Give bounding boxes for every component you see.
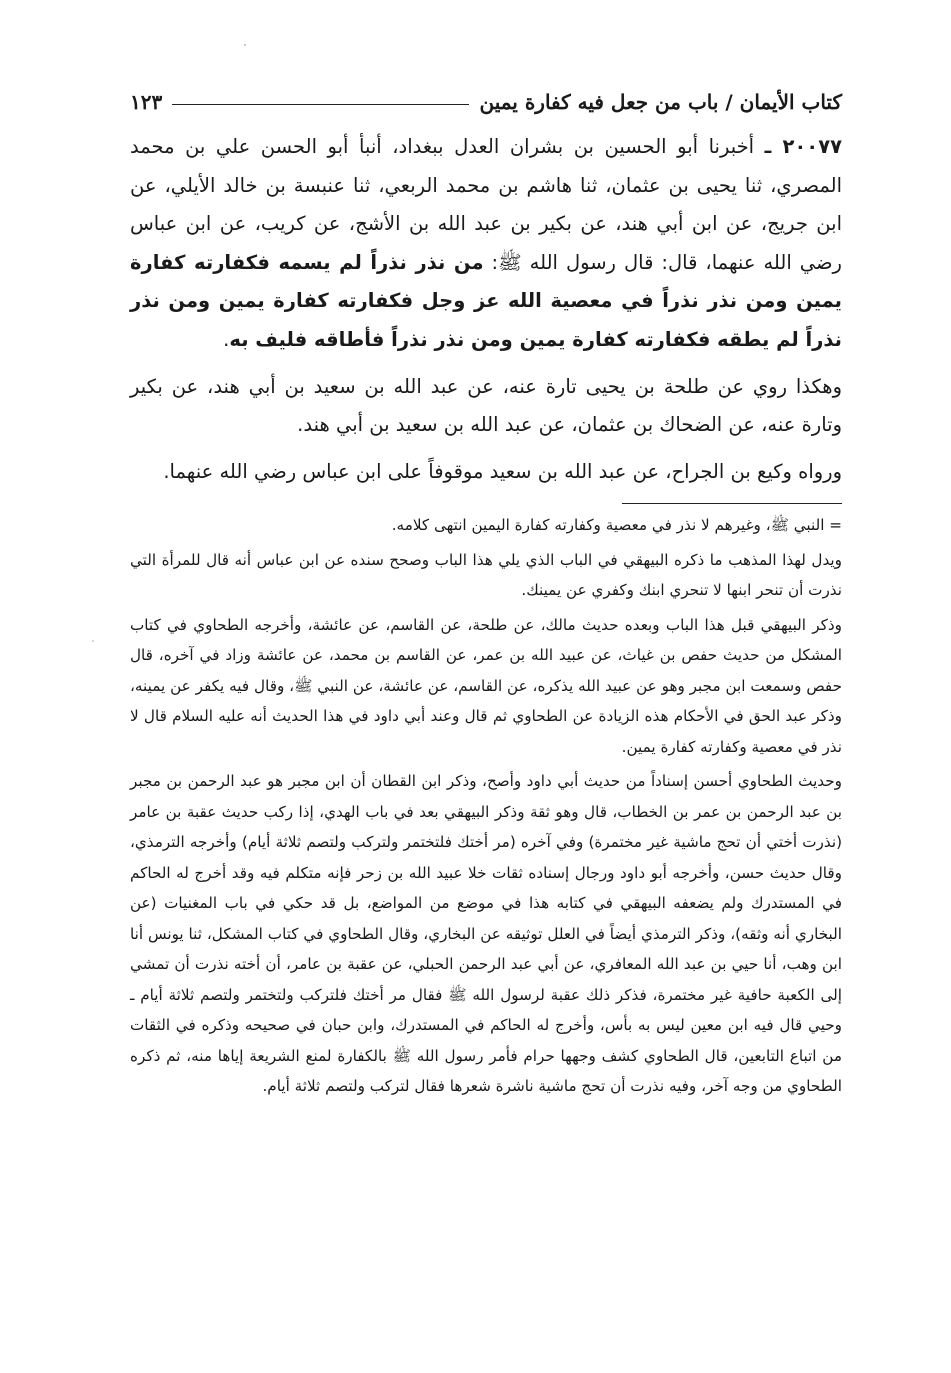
matn-text: من نذر نذراً لم يسمه فكفارته كفارة يمين ومن نذر نذراً في معصية الله عز وجل فكفارته كفارة يمين ومن نذر نذراً لم يطقه فكفارته كفارة يمين ومن نذر نذراً فأطاقه فليف به	[130, 250, 842, 351]
commentary-paragraph: ورواه وكيع بن الجراح، عن عبد الله بن سعيد موقوفاً على ابن عباس رضي الله عنهما.	[163, 459, 842, 483]
book-page	[130, 78, 842, 1106]
running-header	[130, 78, 842, 114]
footnote-separator	[622, 503, 842, 504]
matn-end: .	[223, 327, 230, 351]
hadith-number: ٢٠٠٧٧ ـ	[764, 135, 842, 158]
margin-speck	[92, 640, 94, 642]
footnote-paragraph: وذكر البيهقي قبل هذا الباب وبعده حديث مالك، عن طلحة، عن القاسم، عن عائشة، وأخرجه الطحاوي في كتاب المشكل من حديث حفص بن غياث، عن عبيد الله بن عمر، عن القاسم بن محمد، عن عائشة وزاد في آخره، قال حفص وسمعت ابن مجبر وهو عن عبيد الله يذكره، عن القاسم، عن عائشة، عن النبي ﷺ، وقال فيه يكفر عن يمينه، وذكر عبد الحق في الأحكام هذه الزيادة عن الطحاوي ثم قال وعند أبي داود في هذا الحديث أنه عليه السلام قال لا نذر في معصية وكفارته كفارة يمين.	[130, 615, 842, 756]
isnad-text: أخبرنا أبو الحسين بن بشران العدل ببغداد، أنبأ أبو الحسن علي بن محمد المصري، ثنا يحيى بن عثمان، ثنا هاشم بن محمد الربعي، ثنا عنبسة بن خالد الأيلي، عن ابن جريج، عن ابن أبي هند، عن بكير بن عبد الله بن الأشج، عن كريب، عن ابن عباس رضي الله عنهما، قال: قال رسول الله ﷺ:	[130, 135, 842, 274]
hadith-paragraph	[130, 128, 842, 360]
main-text	[130, 128, 842, 491]
footnote-paragraph: = النبي ﷺ، وغيرهم لا نذر في معصية وكفارته كفارة اليمين انتهى كلامه.	[391, 516, 842, 535]
margin-speck	[244, 44, 246, 46]
footnote-paragraph: ويدل لهذا المذهب ما ذكره البيهقي في الباب الذي يلي هذا الباب وصحح سنده عن ابن عباس أنه قال للمرأة التي نذرت أن تنحر ابنها لا تنحري ابنك وكفري عن يمينك.	[130, 550, 842, 600]
header-rule	[172, 104, 469, 105]
page-number: ١٢٣	[130, 90, 163, 114]
chapter-title: كتاب الأيمان / باب من جعل فيه كفارة يمين	[479, 90, 842, 114]
commentary-paragraph: وهكذا روي عن طلحة بن يحيى تارة عنه، عن عبد الله بن سعيد بن أبي هند، عن بكير وتارة عنه، عن الضحاك بن عثمان، عن عبد الله بن سعيد بن أبي هند.	[130, 374, 842, 437]
footnote-paragraph: وحديث الطحاوي أحسن إسناداً من حديث أبي داود وأصح، وذكر ابن القطان أن ابن مجبر هو عبد الرحمن بن مجبر بن عبد الرحمن بن عمر بن الخطاب، قال وهو ثقة وذكر البيهقي بعد في باب الهدي، إذا ركب حديث عقبة بن عامر (نذرت أختي أن تحج ماشية غير مختمرة) وفي آخره (مر أختك فلتختمر ولتركب ولتصم ثلاثة أيام) وأخرجه الترمذي، وقال حديث حسن، وأخرجه أبو داود ورجال إسناده ثقات خلا عبيد الله بن زحر فإنه متكلم فيه وقد أخرج له الحاكم في المستدرك ولم يضعفه البيهقي في كتابه هذا في موضع من المواضع، بل قد حكي في باب المغنيات (عن البخاري أنه وثقه)، وذكر الترمذي أيضاً في العلل توثيقه عن البخاري، وقال الطحاوي في كتاب المشكل، ثنا يونس أنا ابن وهب، أنا حيي بن عبد الله المعافري، عن أبي عبد الرحمن الحبلي، عن عقبة بن عامر، أن أخته نذرت أن تمشي إلى الكعبة حافية غير مختمرة، فذكر ذلك عقبة لرسول الله ﷺ فقال مر أختك فلتركب ولتختمر ولتصم ثلاثة أيام ـ وحيي قال فيه ابن معين ليس به بأس، وأخرج له الحاكم في المستدرك، وابن حبان في صحيحه وذكره في الثقات من اتباع التابعين، قال الطحاوي كشف وجهها حرام فأمر رسول الله ﷺ بالكفارة لمنع الشريعة إياها منه، ثم ذكره الطحاوي من وجه آخر، وفيه نذرت أن تحج ماشية ناشرة شعرها فقال لتركب ولتصم ثلاثة أيام.	[130, 772, 842, 1096]
footnotes	[130, 510, 842, 1102]
